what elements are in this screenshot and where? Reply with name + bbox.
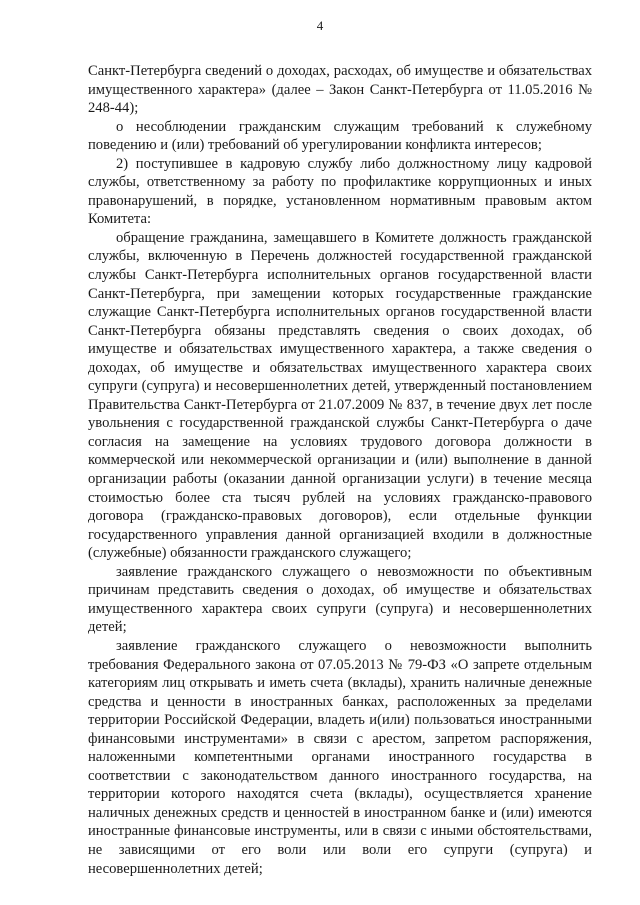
paragraph-item-2: 2) поступившее в кадровую службу либо должностному лицу кадровой службы, ответственному за работу по профилактике коррупционных и иных правонарушений, в порядке, установленном нормативным правовым актом Комитета: xyxy=(88,155,592,228)
paragraph-statement-spouse-income: заявление гражданского служащего о невозможности по объективным причинам представить сведения о доходах, об имуществе и обязательствах имущественного характера своих супруги (супруга) и несовершеннолетних детей; xyxy=(88,563,592,636)
paragraph-law-reference: Санкт-Петербурга сведений о доходах, расходах, об имуществе и обязательствах имущественного характера» (далее – Закон Санкт-Петербурга от 11.05.2016 № 248-44); xyxy=(88,63,592,117)
page-number: 4 xyxy=(316,18,324,33)
document-body xyxy=(88,62,592,878)
paragraph-statement-foreign-accounts: заявление гражданского служащего о невозможности выполнить требования Федерального закона от 07.05.2013 № 79-ФЗ «О запрете отдельным категориям лиц открывать и иметь счета (вклады), хранить наличные денежные средства и ценности в иностранных банках, расположенных за пределами территории Российской Федерации, владеть и(или) пользоваться иностранными финансовыми инструментами» в связи с арестом, запретом распоряжения, наложенными компетентными органами иностранного государства в соответствии с законодательством данного иностранного государства, на территории которого находятся счета (вклады), осуществляется хранение наличных денежных средств и ценностей в иностранном банке и (или) имеются иностранные финансовые инструменты, или в связи с иными обстоятельствами, не зависящими от его воли или воли его супруги (супруга) и несовершеннолетних детей; xyxy=(88,637,592,877)
paragraph-conflict-of-interest: о несоблюдении гражданским служащим требований к служебному поведению и (или) требований об урегулировании конфликта интересов; xyxy=(88,118,592,154)
paragraph-citizen-appeal: обращение гражданина, замещавшего в Комитете должность гражданской службы, включенную в Перечень должностей государственной гражданской службы Санкт-Петербурга исполнительных органов государственной власти Санкт-Петербурга, при замещении которых государственные гражданские служащие Санкт-Петербурга исполнительных органов государственной власти Санкт-Петербурга обязаны представлять сведения о своих доходах, об имуществе и обязательствах имущественного характера, а также сведения о доходах, об имуществе и обязательствах имущественного характера своих супруги (супруга) и несовершеннолетних детей, утвержденный постановлением Правительства Санкт-Петербурга от 21.07.2009 № 837, в течение двух лет после увольнения с государственной гражданской службы Санкт-Петербурга о даче согласия на замещение на условиях трудового договора должности в коммерческой или некоммерческой организации и (или) выполнение в данной организации работы (оказании данной организации услуги) в течение месяца стоимостью более ста тысяч рублей на условиях гражданско-правового договора (гражданско-правовых договоров), если отдельные функции государственного управления данной организацией входили в должностные (служебные) обязанности гражданского служащего; xyxy=(88,229,592,562)
